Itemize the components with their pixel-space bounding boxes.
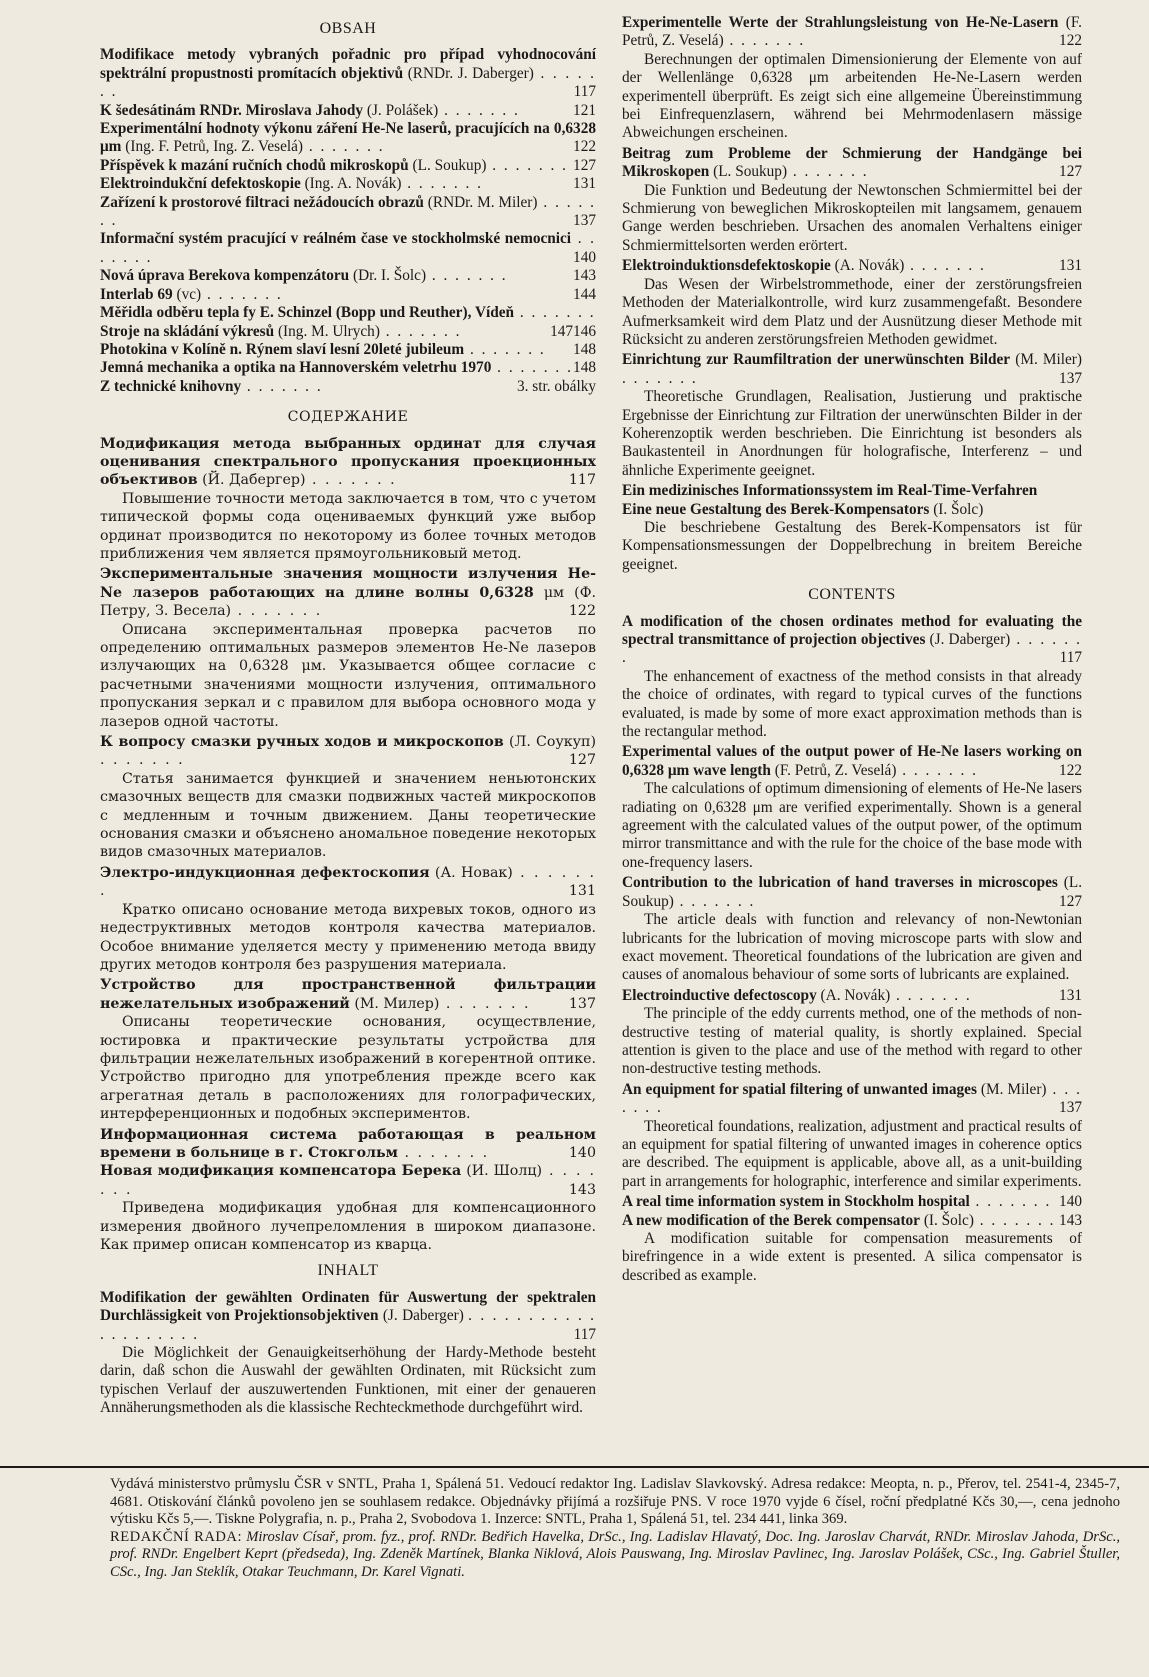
entry-abstract: Приведена модификация удобная для компенсационного измерения двойного лучепреломления в широком диапазоне. Как пример описан компенсатор из кварца. <box>100 1200 596 1253</box>
entry-title: K šedesátinám RNDr. Miroslava Jahody <box>100 101 364 119</box>
toc-entry: Elektroindukční defektoskopie (Ing. A. Novák) . . . . . . . 131 <box>100 175 596 193</box>
entry-page: 127 <box>573 156 596 174</box>
entry-author: (M. Miler) <box>1015 351 1082 369</box>
toc-entry: Stroje na skládání výkresů (Ing. M. Ulrych) . . . . . . . 147 <box>100 322 574 340</box>
toc-entry: Jemná mechanika a optika na Hannoverském veletrhu 1970 . . . . . . . 148 <box>100 359 596 377</box>
entry-page: 143 <box>573 267 596 285</box>
toc-entry: An equipment for spatial filtering of unwanted images (M. Miler) . . . . . . . 137 <box>622 1080 1082 1117</box>
entry-title: Měřidla odběru tepla fy E. Schinzel (Bopp und Reuther), Vídeň <box>100 304 515 322</box>
toc-item <box>622 987 1082 1079</box>
toc-item <box>100 120 596 157</box>
entry-abstract: Кратко описано основание метода вихревых токов, одного из недеструктивных методов контроля качества материалов. Особое внимание уделяется месту у применению метода ввиду других методов контроля без разрушения материала. <box>100 901 596 973</box>
entry-abstract: Die beschriebene Gestaltung des Berek-Kompensators ist für Kompensationsmessungen der Doppelbrechung in breitem Bereiche geeignet. <box>622 518 1082 573</box>
toc-entry: K šedesátinám RNDr. Miroslava Jahody (J. Polášek) . . . . . . . 121 <box>100 101 596 119</box>
toc-entry: Zařízení k prostorové filtraci nežádoucích obrazů (RNDr. M. Miler) . . . . . . . 137 <box>100 193 597 230</box>
toc-item <box>622 1193 1082 1211</box>
entry-author: (I. Šolc) <box>923 1211 974 1229</box>
entry-author: (Dr. I. Šolc) <box>352 267 427 285</box>
toc-item <box>100 435 596 564</box>
entry-title: Stroje na skládání výkresů <box>100 322 275 340</box>
entry-page: 117 <box>573 83 596 101</box>
entry-title: Nová úprava Berekova kompenzátoru <box>100 267 350 285</box>
entry-page: 137 <box>1059 369 1082 387</box>
inhalt-continued-list <box>622 14 1082 574</box>
entry-title: Elektroindukční defektoskopie <box>100 175 301 193</box>
entry-page: 140 <box>573 248 596 266</box>
entry-title: Experimental values of the output power of He-Ne lasers working on 0,6328 μm wave length <box>622 743 1082 779</box>
entry-title: Zařízení k prostorové filtraci nežádoucích obrazů <box>100 193 424 211</box>
entry-abstract: Theoretical foundations, realization, adjustment and practical results of an equipment for spatial filtering of unwanted images in coherence optics are described. The equipment is applicable, above all, as a unit-building part in arrangements for holographic, interference and similar experiments. <box>622 1117 1082 1190</box>
footer-rule <box>0 1466 1149 1468</box>
entry-page: 121 <box>573 101 596 119</box>
soderzhanie-heading: СОДЕРЖАНИЕ <box>287 409 409 426</box>
entry-title: Модификация метода выбранных ординат для случая оценивания спектрального пропускания проекционных объективов <box>100 435 596 489</box>
entry-title: Contribution to the lubrication of hand traverses in microscopes <box>622 874 1058 892</box>
toc-item <box>622 1081 1082 1191</box>
entry-abstract: Описаны теоретические основания, осуществление, юстировка и практические результаты устройства для фильтрации нежелательных изображений в когерентной оптике. Устройство пригодно для употребления прежде всего как агрегатная деталь в расположениях для голографических, интерференционных и подобных экспериментов. <box>100 1014 596 1123</box>
toc-item <box>622 145 1082 255</box>
toc-item <box>622 501 1082 575</box>
toc-item <box>100 976 596 1123</box>
entry-author: (L. Soukup) <box>412 156 487 174</box>
toc-entry: Электро-индукционная дефектоскопия (А. Новак) . . . . . . . 131 <box>100 864 596 900</box>
entry-author: (J. Polášek) <box>366 101 439 119</box>
entry-page: 143 <box>568 1181 596 1198</box>
entry-page: 117 <box>1059 649 1082 667</box>
toc-item <box>622 351 1082 480</box>
toc-entry: Устройство для пространственной фильтрации нежелательных изображений (М. Милер) . . . . . . . 137 <box>100 977 596 1012</box>
toc-item <box>622 613 1082 742</box>
toc-item <box>622 482 1082 500</box>
obsah-heading: OBSAH <box>319 20 377 37</box>
entry-abstract: A modification suitable for compensation measurements of birefringence in a wide extent is presented. A silica compensator is described as example. <box>622 1230 1082 1284</box>
toc-entry: Экспериментальные значения мощности излучения He-Ne лазеров работающих на длине волны 0,6328 μм (Ф. Петру, З. Весела) . . . . . . . 122 <box>100 566 596 620</box>
entry-page: 146 <box>573 322 596 340</box>
toc-entry: Experimentální hodnoty výkonu záření He-Ne laserů, pracujících na 0,6328 μm (Ing. F. Petrů, Ing. Z. Veselá) . . . . . . . 122 <box>100 120 596 156</box>
entry-author: (J. Daberger) <box>929 631 1011 648</box>
entry-author: (Ing. M. Ulrych) <box>277 322 380 340</box>
toc-entry: К вопросу смазки ручных ходов и микроскопов (Л. Соукуп) . . . . . . . 127 <box>100 734 596 769</box>
toc-entry: Interlab 69 (vc) . . . . . . . 144 <box>100 285 596 303</box>
toc-entry: Информационная система работающая в реальном времени в больнице в г. Стокгольм . . . . . . . 140 <box>100 1126 596 1161</box>
toc-item <box>100 323 596 341</box>
entry-author: (vc) <box>176 285 202 303</box>
toc-item <box>622 257 1082 349</box>
entry-abstract: Theoretische Grundlagen, Realisation, Justierung und praktische Ergebnisse der Einrichtung zur Filtration der unerwünschten Bilder in der Koherenzoptik werden beschrieben. Die Einrichtung ist besonders als Baukastenteil in Anordnungen für holografische, Interferenz – und ähnliche Experimente geeignet. <box>622 388 1082 479</box>
soderzhanie-list <box>100 435 596 1255</box>
colophon <box>110 1476 1120 1582</box>
entry-page: 148 <box>573 340 596 358</box>
entry-abstract: Повышение точности метода заключается в том, что с учетом типической формы сода оцениваемых функций уже выбор ординат производится по некоторому из более точных методов приближения чем является прямоугольниковый метод. <box>100 490 596 562</box>
entry-title: Jemná mechanika a optika na Hannoverském veletrhu 1970 <box>100 359 492 377</box>
toc-item <box>100 341 596 359</box>
entry-title: Экспериментальные значения мощности излучения He-Ne лазеров работающих на длине волны 0,6328 <box>100 566 596 601</box>
entry-page: 137 <box>568 995 596 1012</box>
entry-author: (Л. Соукуп) <box>508 734 596 751</box>
entry-abstract: Berechnungen der optimalen Dimensionierung der Elemente von auf der Wellenlänge 0,6328 μm arbeitenden He-Ne-Lasern werden experimentell überprüft. Es zeigt sich eine allgemeine Übereinstimmung bei Einfrequenzlasern, während bei Mehrmodenlasern mässige Abweichungen erscheinen. <box>622 50 1082 142</box>
entry-page: 117 <box>568 472 596 489</box>
entry-title: Устройство для пространственной фильтрации нежелательных изображений <box>100 977 596 1012</box>
toc-item <box>100 102 596 120</box>
toc-item <box>100 359 596 377</box>
entry-author: (F. Petrů, Z. Veselá) <box>774 761 897 779</box>
entry-author: (Й. Дабергер) <box>202 472 306 489</box>
entry-page: 122 <box>568 603 596 620</box>
toc-item <box>100 175 596 193</box>
entry-title: Z technické knihovny <box>100 377 242 395</box>
toc-entry: Z technické knihovny . . . . . . . 3. str. obálky <box>100 377 596 395</box>
toc-item <box>100 286 596 304</box>
entry-title: Experimentální hodnoty výkonu záření He-Ne laserů, pracujících na 0,6328 μm <box>100 120 596 156</box>
toc-item <box>100 733 596 862</box>
inhalt-heading: INHALT <box>317 1262 379 1280</box>
toc-item <box>100 378 596 396</box>
entry-page: 148 <box>573 359 596 377</box>
toc-entry: Новая модификация компенсатора Берека (И. Шолц) . . . . . . . 143 <box>100 1163 596 1198</box>
toc-entry: Modifikace metody vybraných pořadnic pro případ vyhodnocování spektrální propustnosti promítacích objektivů (RNDr. J. Daberger) . . . . . . . 117 <box>100 46 596 101</box>
entry-author: (RNDr. J. Daberger) <box>407 64 534 82</box>
toc-entry: Měřidla odběru tepla fy E. Schinzel (Bopp und Reuther), Vídeň . . . . . . . 146 <box>100 304 596 340</box>
entry-author: (A. Novák) <box>834 257 905 275</box>
entry-author: (М. Милер) <box>354 995 440 1012</box>
entry-page: 147 <box>550 322 574 340</box>
entry-author: (A. Novák) <box>820 986 891 1004</box>
entry-author: (А. Новак) <box>434 864 513 881</box>
entry-page: 122 <box>1059 761 1082 779</box>
entry-abstract: The article deals with function and relevancy of non-Newtonian lubricants for the lubrication of moving microscope parts with slow and exact movement. Theoretical foundations of the lubrication are given and causes of anomalous behaviour of some sorts of lubricants are explained. <box>622 911 1082 984</box>
entry-title: Informační systém pracující v reálném čase ve stockholmské nemocnici <box>100 230 572 248</box>
entry-title: Elektroinduktionsdefektoskopie <box>622 257 831 275</box>
entry-abstract: Die Möglichkeit der Genauigkeitserhöhung der Hardy-Methode besteht darin, daß schon die Auswahl der gewählten Ordinaten, mit Rücksicht zum typischen Verlauf der auszuwertenden Funktionen, mit einer der genaueren Annäherungsmethoden als die klassische Rechteckmethode durchgeführt wird. <box>100 1344 596 1417</box>
entry-title: Interlab 69 <box>100 285 173 303</box>
entry-page: 140 <box>1059 1193 1082 1211</box>
toc-entry: A modification of the chosen ordinates method for evaluating the spectral transmittance of projection objectives (J. Daberger) . . . . . . . 117 <box>622 612 1083 667</box>
entry-page: 140 <box>568 1144 596 1161</box>
toc-item <box>622 14 1082 143</box>
entry-author: (Ing. A. Novák) <box>304 175 402 193</box>
entry-page: 122 <box>573 138 596 156</box>
entry-abstract: Das Wesen der Wirbelstrommethode, einer der zerstörungsfreien Methoden der Materialkontrolle, wird kurz zusammengefaßt. Besondere Aufmerksamkeit wird dem Platz und der Ausnützung dieser Methode mit Rücksicht zu anderen zerstörungsfreien Methoden gewidmet. <box>622 275 1082 348</box>
entry-author: (RNDr. M. Miler) <box>427 193 538 211</box>
entry-author: (L. Soukup) <box>622 874 1083 910</box>
entry-title: Modifikace metody vybraných pořadnic pro případ vyhodnocování spektrální propustnosti promítacích objektivů <box>100 46 596 82</box>
entry-abstract: Статья занимается функцией и значением неньютонских смазочных веществ для смазки подвижных частей микроскопов с медленным и точным движением. Даны теоретические основания смазки и объяснено аномальное поведение некоторых видов смазочных материалов. <box>100 770 596 861</box>
entry-title: К вопросу смазки ручных ходов и микроскопов <box>100 734 504 751</box>
toc-item <box>100 565 596 731</box>
contents-heading: CONTENTS <box>808 586 896 604</box>
entry-author: (L. Soukup) <box>713 163 788 181</box>
entry-page: 127 <box>1059 163 1082 181</box>
entry-page: 117 <box>573 1325 596 1343</box>
toc-item <box>100 1126 596 1163</box>
toc-entry: Contribution to the lubrication of hand traverses in microscopes (L. Soukup) . . . . . . . 127 <box>622 874 1083 910</box>
toc-entry: Einrichtung zur Raumfiltration der unerwünschten Bilder (M. Miler) . . . . . . . 137 <box>622 351 1082 387</box>
entry-title: Einrichtung zur Raumfiltration der unerwünschten Bilder <box>622 351 1011 369</box>
toc-item <box>100 46 596 101</box>
toc-item <box>100 230 596 267</box>
toc-entry: Модификация метода выбранных ординат для случая оценивания спектрального пропускания проекционных объективов (Й. Дабергер) . . . . . . . 117 <box>100 435 596 489</box>
entry-abstract: Die Funktion und Bedeutung der Newtonschen Schmiermittel bei der Schmierung von beweglichen Mikroskopteilen mit langsamem, genauem Gange werden beschrieben. Ursachen des anomalen Verhaltens einiger Schmiermittelsorten werden erörtert. <box>622 181 1082 254</box>
toc-entry: Informační systém pracující v reálném čase ve stockholmské nemocnici . . . . . . . 140 <box>100 230 596 266</box>
toc-item <box>622 874 1082 984</box>
contents-list <box>622 613 1082 1286</box>
entry-page: 131 <box>1059 257 1082 275</box>
toc-item <box>100 1162 596 1254</box>
toc-entry: Experimentelle Werte der Strahlungsleistung von He-Ne-Lasern (F. Petrů, Z. Veselá) . . . . . . . 122 <box>622 14 1082 50</box>
entry-abstract: The enhancement of exactness of the method consists in that already the choice of ordinates, with regard to typical curves of the functions evaluated, is made by some of more exact approximation methods than is the rectangular method. <box>622 667 1082 741</box>
entry-page: 131 <box>573 175 596 193</box>
editorial-board <box>110 1529 1120 1582</box>
toc-entry: Photokina v Kolíně n. Rýnem slaví lesní 20leté jubileum . . . . . . . 148 <box>100 340 596 358</box>
editorial-board-label: REDAKČNÍ RADA: <box>110 1528 242 1545</box>
toc-entry: A new modification of the Berek compensator (I. Šolc) . . . . . . . 143 <box>622 1211 1082 1229</box>
entry-abstract: Описана экспериментальная проверка расчетов по определению оптимальных размеров элементов He-Ne лазеров излучающих на 0,6328 μм. Указывается общее согласие с расчетными значениями мощности излучения, оптимального пропускания зеркал и с правилом для выбора основного мода у лазеров одной частоты. <box>100 621 596 730</box>
left-column <box>100 14 596 1420</box>
toc-entry: Modifikation der gewählten Ordinaten für Auswertung der spektralen Durchlässigkeit von Projektionsobjektiven (J. Daberger) . . . . . . . . . . . . . . . . . . . . 117 <box>100 1288 596 1343</box>
inhalt-entry <box>100 1289 596 1418</box>
entry-abstract: The calculations of optimum dimensioning of elements of He-Ne lasers radiating on 0,6328 μm are verified experimentally. Shown is a general agreement with the calculated values of the output power, of the optimum mirror transmittance and with the rule for the choice of the base mode with one-frequency lasers. <box>622 780 1082 871</box>
entry-author: (И. Шолц) <box>466 1163 542 1180</box>
entry-page: 137 <box>573 212 596 230</box>
entry-page: 144 <box>573 285 596 303</box>
entry-title: Photokina v Kolíně n. Rýnem slaví lesní 20leté jubileum <box>100 340 465 358</box>
entry-title: Beitrag zum Probleme der Schmierung der Handgänge bei Mikroskopen <box>622 144 1082 181</box>
toc-entry: Nová úprava Berekova kompenzátoru (Dr. I. Šolc) . . . . . . . 143 <box>100 267 596 285</box>
toc-entry: A real time information system in Stockholm hospital . . . . . . . 140 <box>622 1193 1082 1211</box>
toc-item <box>100 864 596 974</box>
entry-author: (J. Daberger) <box>382 1307 464 1325</box>
toc-item <box>100 267 596 285</box>
entry-page: 122 <box>1059 32 1082 50</box>
toc-entry: Příspěvek k mazání ručních chodů mikroskopů (L. Soukup) . . . . . . . 127 <box>100 156 596 174</box>
toc-entry <box>622 501 1082 519</box>
entry-author: (Ing. F. Petrů, Ing. Z. Veselá) <box>125 138 304 156</box>
entry-page: 127 <box>1059 892 1082 910</box>
entry-title: Eine neue Gestaltung des Berek-Kompensators <box>622 500 930 518</box>
toc-item <box>622 1212 1082 1286</box>
entry-title: Electroinductive defectoscopy <box>622 986 817 1004</box>
entry-title: A real time information system in Stockholm hospital <box>622 1193 970 1211</box>
toc-item <box>100 194 596 231</box>
entry-page: 3. str. obálky <box>516 377 596 395</box>
entry-page: 127 <box>568 752 596 769</box>
editorial-board-members: Miroslav Císař, prom. fyz., prof. RNDr. Bedřich Havelka, DrSc., Ing. Ladislav Hlavatý, Doc. Ing. Jaroslav Charvát, RNDr. Miroslav Jahoda, DrSc., prof. RNDr. Engelbert Keprt (předseda), Ing. Zdeněk Martínek, Blanka Niklová, Alois Pauswang, Ing. Miroslav Pavlinec, Ing. Jaroslav Polášek, CSc., Ing. Gabriel Štuller, CSc., Ing. Jan Steklík, Otakar Teuchmann, Dr. Karel Vignati. <box>110 1528 1121 1580</box>
obsah-list <box>100 46 596 396</box>
entry-title: A new modification of the Berek compensator <box>622 1211 920 1229</box>
toc-item <box>100 157 596 175</box>
right-column <box>622 14 1082 1287</box>
toc-item <box>622 743 1082 872</box>
entry-page: 131 <box>568 883 596 900</box>
entry-title: Příspěvek k mazání ručních chodů mikroskopů <box>100 156 409 174</box>
entry-title: Информационная система работающая в реальном времени в больнице в г. Стокгольм <box>100 1126 596 1161</box>
entry-title: A modification of the chosen ordinates method for evaluating the spectral transmittance of projection objectives <box>622 612 1082 648</box>
entry-title: Experimentelle Werte der Strahlungsleistung von He-Ne-Lasern <box>622 14 1059 31</box>
entry-page: 143 <box>1059 1211 1082 1229</box>
entry-title: Новая модификация компенсатора Берека <box>100 1163 462 1180</box>
entry-author: μм (Ф. Петру, З. Весела) <box>100 584 596 620</box>
toc-entry: Experimental values of the output power of He-Ne lasers working on 0,6328 μm wave length (F. Petrů, Z. Veselá) . . . . . . . 122 <box>622 743 1082 779</box>
toc-entry: Beitrag zum Probleme der Schmierung der Handgänge bei Mikroskopen (L. Soukup) . . . . . . . 127 <box>622 144 1082 181</box>
entry-abstract: The principle of the eddy currents method, one of the methods of non-destructive testing of material quality, is shortly explained. Special attention is given to the place and use of the method with regard to other non-destructive testing methods. <box>622 1005 1082 1078</box>
toc-entry: Electroinductive defectoscopy (A. Novák) . . . . . . . 131 <box>622 986 1082 1004</box>
entry-title: Электро-индукционная дефектоскопия <box>100 864 430 881</box>
entry-title: An equipment for spatial filtering of unwanted images <box>622 1080 977 1098</box>
toc-entry <box>622 482 1082 500</box>
entry-author: (I. Šolc) <box>933 500 984 518</box>
entry-page: 131 <box>1059 986 1082 1004</box>
publisher-info: Vydává ministerstvo průmyslu ČSR v SNTL, Praha 1, Spálená 51. Vedoucí redaktor Ing. Ladislav Slavkovský. Adresa redakce: Meopta, n. p., Přerov, tel. 2541-4, 2345-7, 4681. Otiskování článků povoleno jen se souhlasem redakce. Objednávky přijímá a rozšiřuje PNS. V roce 1970 vyjde 6 čísel, roční předplatné Kčs 30,—, cena jednoho výtisku Kčs 5,—. Tiskne Polygrafia, n. p., Praha 2, Svobodova 1. Inzerce: SNTL, Praha 1, Spálená 51, tel. 234 441, linka 369. <box>110 1476 1120 1528</box>
toc-entry: Elektroinduktionsdefektoskopie (A. Novák) . . . . . . . 131 <box>622 257 1082 275</box>
entry-title: Ein medizinisches Informationssystem im Real-Time-Verfahren <box>622 482 1038 500</box>
entry-title: Modifikation der gewählten Ordinaten für Auswertung der spektralen Durchlässigkeit von Projektionsobjektiven <box>100 1288 596 1325</box>
entry-author: (M. Miler) <box>980 1080 1047 1098</box>
entry-author: (F. Petrů, Z. Veselá) <box>622 14 1082 50</box>
entry-page: 137 <box>1059 1099 1082 1117</box>
